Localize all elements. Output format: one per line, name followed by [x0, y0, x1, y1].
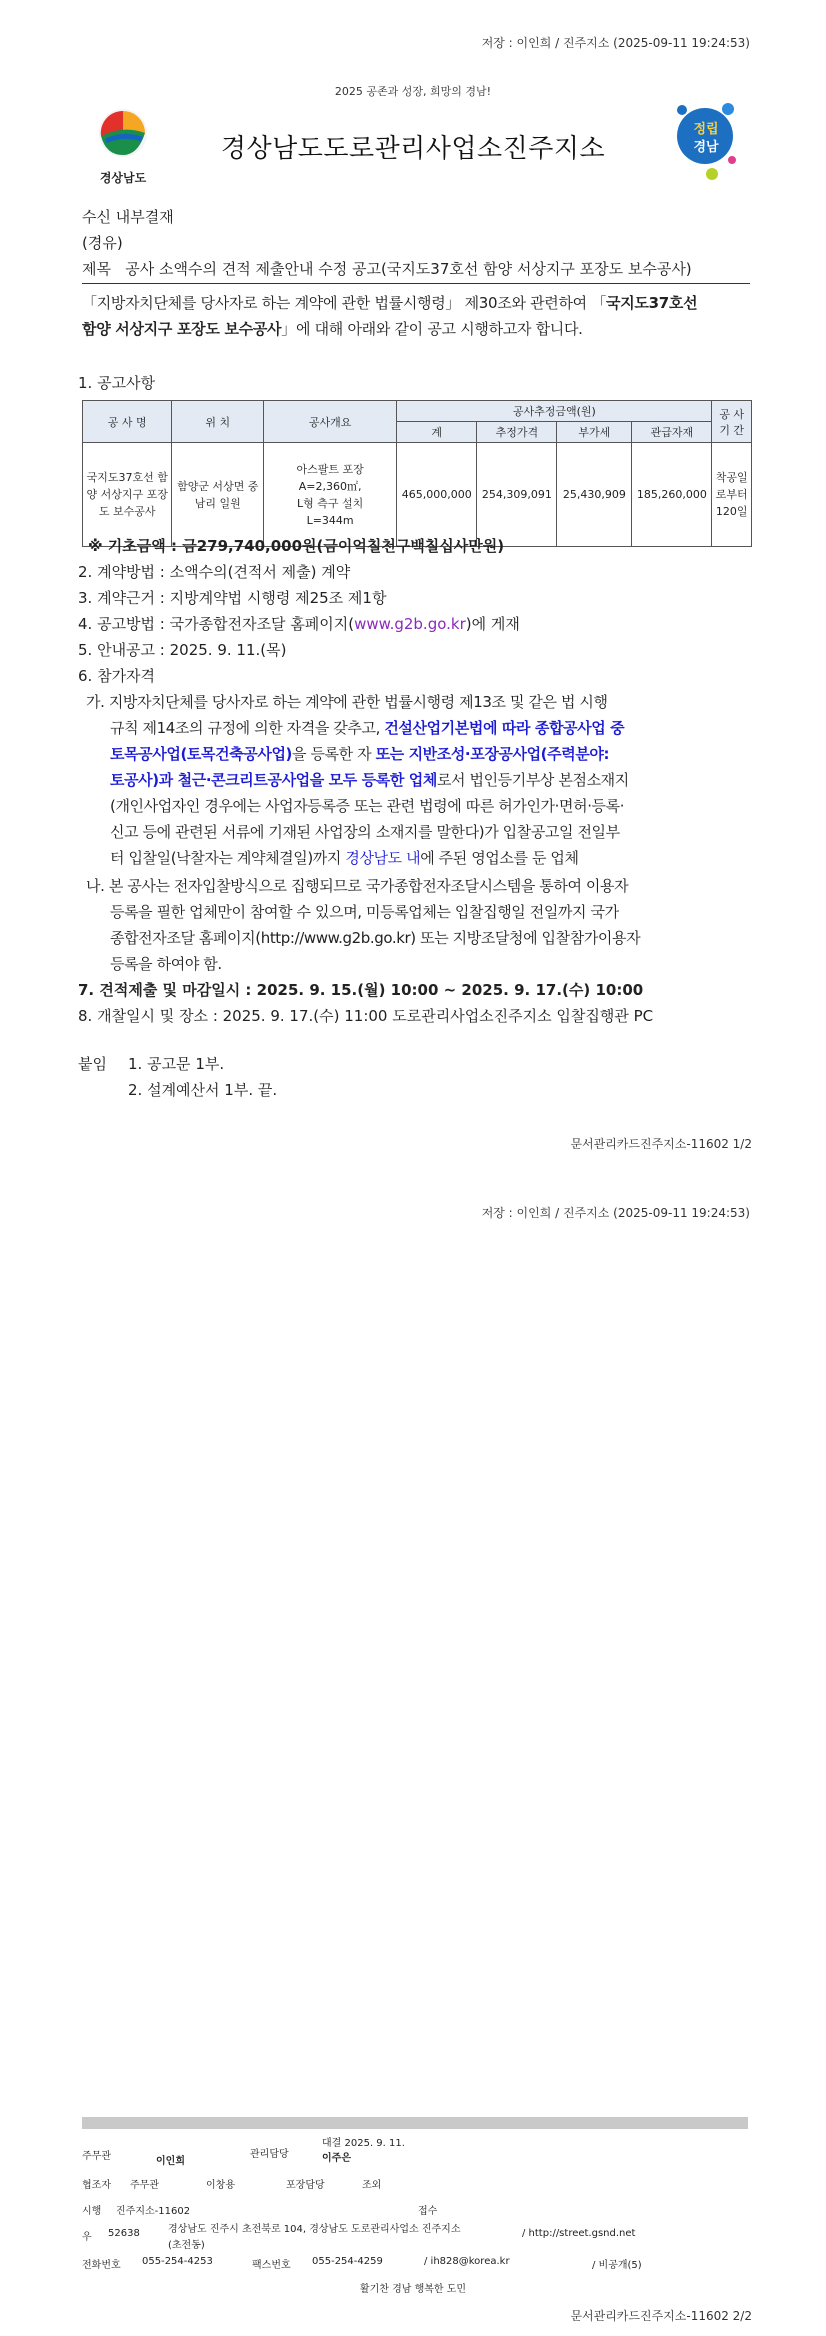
ga-line-3b: 을 등록한 자 [292, 745, 376, 763]
cell-total: 465,000,000 [397, 443, 477, 547]
intro-text-2: 」에 대해 아래와 같이 공고 시행하고자 합니다. [281, 320, 583, 338]
th-vat: 부가세 [557, 422, 632, 443]
item-2: 2. 계약방법 : 소액수의(견적서 제출) 계약 [78, 563, 351, 581]
th-period: 공 사 기 간 [712, 401, 752, 443]
na-line-4: 등록을 하여야 함. [110, 955, 222, 973]
fax-label: 팩스번호 [252, 2260, 291, 2271]
intro-bold-2: 함양 서상지구 포장도 보수공사 [82, 320, 282, 338]
via: (경유) [82, 234, 123, 252]
manager-label: 관리담당 [250, 2149, 289, 2160]
lead-name: 이인희 [156, 2156, 185, 2167]
ga-line-7a: 터 입찰일(낙찰자는 계약체결일)까지 [110, 849, 346, 867]
th-location: 위 치 [172, 401, 264, 443]
save-info: 저장 : 이인희 / 진주지소 (2025-09-11 19:24:53) [481, 36, 750, 50]
th-supply: 관급자재 [632, 422, 712, 443]
item-3: 3. 계약근거 : 지방계약법 시행령 제25조 제1항 [78, 589, 387, 607]
address-line-1: 경상남도 진주시 초전북로 104, 경상남도 도로관리사업소 진주지소 [168, 2224, 461, 2235]
logo-right-text-1: 정립 [693, 122, 719, 137]
page-1-number: 문서관리카드진주지소-11602 1/2 [570, 1137, 752, 1151]
attachment-2: 2. 설계예산서 1부. 끝. [128, 1081, 278, 1099]
item-6: 6. 참가자격 [78, 667, 156, 685]
base-amount: ※ 기초금액 : 금279,740,000원(금이억칠천구백칠십사만원) [88, 537, 505, 555]
coop-label: 협조자 [82, 2180, 111, 2191]
coop-name: 이창용 [206, 2180, 235, 2191]
overview-line-1: 아스팔트 포장 [296, 462, 364, 476]
intro-paragraph [82, 290, 754, 342]
manager-name: 이주은 [322, 2153, 351, 2164]
ga-line-6: 신고 등에 관련된 서류에 기재된 사업장의 소재지를 말한다)가 입찰공고일 전일부 [110, 823, 620, 841]
ga-line-4b: 로서 법인등기부상 본점소재지 [436, 771, 629, 789]
item-4-text-b: )에 게재 [465, 615, 520, 633]
item-8: 8. 개찰일시 및 장소 : 2025. 9. 17.(수) 11:00 도로관리사업소진주지소 입찰집행관 PC [78, 1007, 654, 1025]
bid-table [82, 400, 752, 547]
tel-label: 전화번호 [82, 2260, 121, 2271]
homepage[interactable]: / http://street.gsnd.net [522, 2228, 636, 2239]
motto: 활기찬 경남 행복한 도민 [359, 2284, 467, 2295]
org-title: 경상남도도로관리사업소진주지소 [220, 134, 606, 164]
ga-line-5: (개인사업자인 경우에는 사업자등록증 또는 관련 법령에 따른 허가인가·면허·등록· [110, 797, 625, 815]
postal-label: 우 [82, 2232, 92, 2243]
cell-period: 착공일로부터 120일 [712, 443, 752, 547]
na-line-2: 등록을 필한 업체만이 참여할 수 있으며, 미등록업체는 입찰집행일 전일까지 국가 [110, 903, 619, 921]
subject-divider [82, 283, 750, 284]
th-estimate-group: 공사추정금액(원) [397, 401, 712, 422]
pave-name: 조외 [362, 2180, 382, 2191]
lead-label: 주무관 [82, 2151, 111, 2162]
fax-value: 055-254-4259 [312, 2256, 383, 2267]
tel-value: 055-254-4253 [142, 2256, 213, 2267]
ga-line-4a: 토공사)과 철근·콘크리트공사업을 모두 등록한 업체 [110, 771, 437, 789]
page-2-number: 문서관리카드진주지소-11602 2/2 [570, 2309, 752, 2323]
right-slogan-logo [668, 100, 742, 182]
cell-overview [264, 443, 397, 547]
receipt-label: 접수 [418, 2206, 438, 2217]
qualification-na [86, 873, 756, 977]
ga-line-2b: 건설산업기본법에 따라 종합공사업 중 [384, 719, 625, 737]
ga-line-3a: 토목공사업(토목건축공사업) [110, 745, 292, 763]
section-1-heading: 1. 공고사항 [78, 374, 156, 392]
g2b-link[interactable]: www.g2b.go.kr [354, 615, 466, 633]
email[interactable]: / ih828@korea.kr [424, 2256, 510, 2267]
address-line-2: (초전동) [168, 2240, 205, 2251]
ga-line-3c: 또는 지반조성·포장공사업(주력분야: [375, 745, 610, 763]
overview-line-4: L=344m [306, 513, 354, 527]
coop-role: 주무관 [130, 2180, 159, 2191]
table-row [83, 443, 752, 547]
subject-row [82, 258, 752, 279]
postal-code: 52638 [108, 2228, 140, 2239]
intro-text-1: 「지방자치단체를 당사자로 하는 계약에 관한 법률시행령」 제30조와 관련하여 「 [82, 294, 607, 312]
save-info-page-2: 저장 : 이인희 / 진주지소 (2025-09-11 19:24:53) [481, 1206, 750, 1220]
slogan: 2025 공존과 성장, 희망의 경남! [334, 85, 492, 98]
logo-right-text-2: 경남 [693, 140, 719, 155]
cell-est-price: 254,309,091 [477, 443, 557, 547]
th-name: 공 사 명 [83, 401, 172, 443]
cell-name: 국지도37호선 함양 서상지구 포장도 보수공사 [83, 443, 172, 547]
item-4-text-a: 4. 공고방법 : 국가종합전자조달 홈페이지( [78, 615, 355, 633]
th-total: 계 [397, 422, 477, 443]
exec-label: 시행 [82, 2206, 102, 2217]
subject-label: 제목 [82, 260, 111, 278]
recipient: 수신 내부결재 [82, 208, 174, 226]
logo-left-text: 경상남도 [99, 171, 147, 185]
cell-vat: 25,430,909 [557, 443, 632, 547]
attachment-label: 붙임 [78, 1055, 107, 1073]
exec-value: 진주지소-11602 [116, 2206, 191, 2217]
ga-line-7c: 에 주된 영업소를 둔 업체 [420, 849, 579, 867]
cell-supply: 185,260,000 [632, 443, 712, 547]
ga-line-2a: 규칙 제14조의 규정에 의한 자격을 갖추고, [110, 719, 385, 737]
item-5: 5. 안내공고 : 2025. 9. 11.(목) [78, 641, 287, 659]
na-line-1: 나. 본 공사는 전자입찰방식으로 집행되므로 국가종합전자조달시스템을 통하여 이용자 [86, 877, 629, 895]
na-line-3: 종합전자조달 홈페이지(http://www.g2b.go.kr) 또는 지방조달청에 입찰참가이용자 [110, 929, 641, 947]
overview-line-2: A=2,360㎡, [298, 479, 362, 493]
open-status: / 비공개(5) [592, 2260, 642, 2271]
footer-bar [82, 2117, 748, 2129]
item-4 [78, 611, 520, 637]
attachment-1: 1. 공고문 1부. [128, 1055, 225, 1073]
th-overview: 공사개요 [264, 401, 397, 443]
ga-line-1: 가. 지방자치단체를 당사자로 하는 계약에 관한 법률시행령 제13조 및 같은 법 시행 [86, 693, 608, 711]
intro-bold-1: 국지도37호선 [606, 294, 698, 312]
ga-line-7b: 경상남도 내 [345, 849, 421, 867]
subject: 공사 소액수의 견적 제출안내 수정 공고(국지도37호선 함양 서상지구 포장도 보수공사) [125, 260, 692, 278]
qualification-ga [86, 689, 756, 871]
cell-location: 함양군 서상면 중남리 일원 [172, 443, 264, 547]
th-est-price: 추정가격 [477, 422, 557, 443]
overview-line-3: L형 측구 설치 [296, 496, 364, 510]
bid-table-wrap [82, 400, 752, 547]
item-7: 7. 견적제출 및 마감일시 : 2025. 9. 15.(월) 10:00 ~ 2025. 9. 17.(수) 10:00 [78, 981, 644, 999]
pave-label: 포장담당 [286, 2180, 325, 2191]
approval-date: 대결 2025. 9. 11. [322, 2138, 405, 2149]
